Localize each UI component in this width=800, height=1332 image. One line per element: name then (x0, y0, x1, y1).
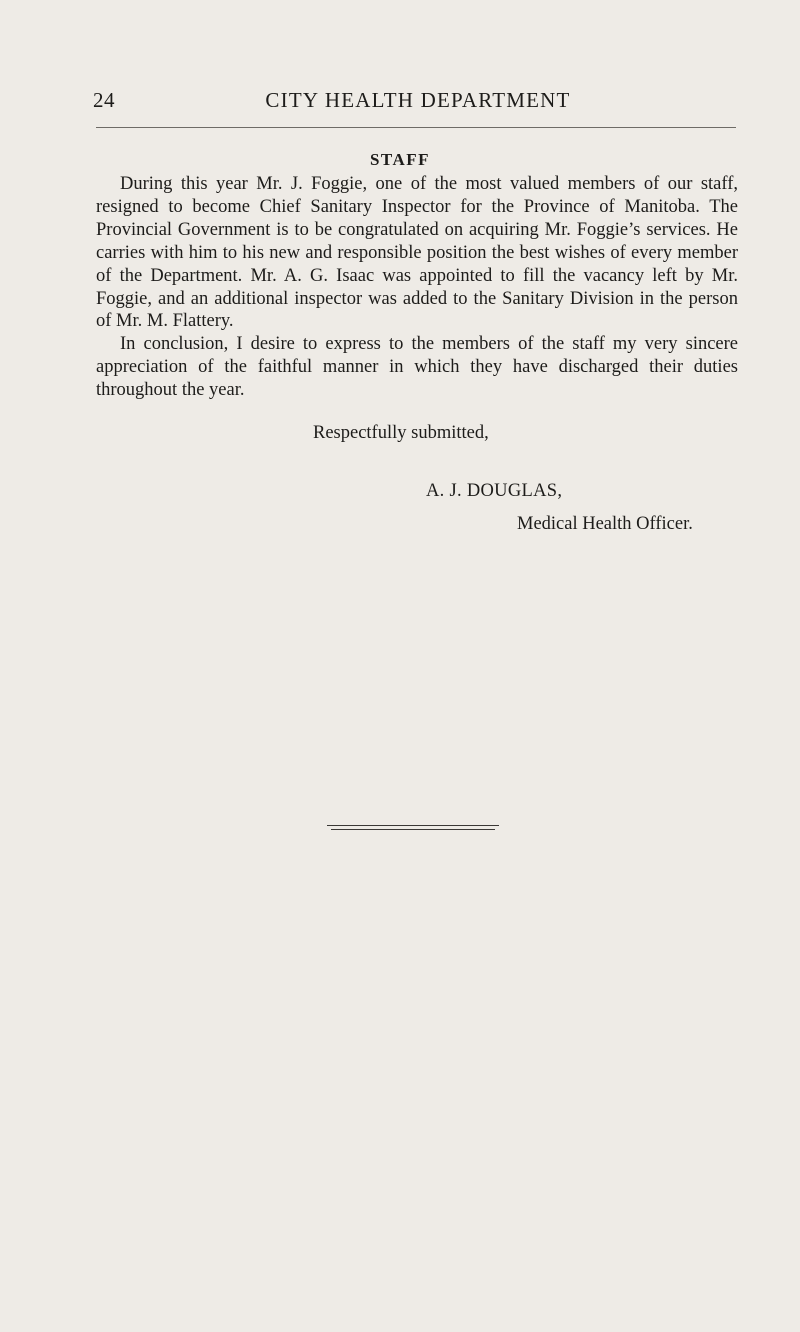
body-paragraph-2: In conclusion, I desire to express to the members of the staff my very sincere appreciation of the faithful manner in which they have discharged their duties throughout the year. (96, 334, 738, 400)
signatory-name: A. J. DOUGLAS, (426, 481, 563, 501)
closing-salutation: Respectfully submitted, (313, 423, 489, 443)
signatory-title: Medical Health Officer. (517, 514, 693, 534)
running-head: CITY HEALTH DEPARTMENT (265, 88, 571, 112)
section-heading: STAFF (369, 150, 431, 169)
header-rule (96, 127, 736, 128)
body-paragraph-1: During this year Mr. J. Foggie, one of the most valued members of our staff, resigned to become Chief Sanitary Inspector for the Province of Manitoba. The Provincial Government is to be congratulated on acquiring Mr. Foggie’s services. He carries with him to his new and responsible position the best wishes of every member of the Department. Mr. A. G. Isaac was appointed to fill the vacancy left by Mr. Foggie, and an additional inspector was added to the Sanitary Division in the person of Mr. M. Flattery. (96, 174, 738, 332)
page-number: 24 (93, 88, 115, 112)
end-rule-top (327, 825, 499, 826)
end-rule-bottom (331, 829, 495, 830)
